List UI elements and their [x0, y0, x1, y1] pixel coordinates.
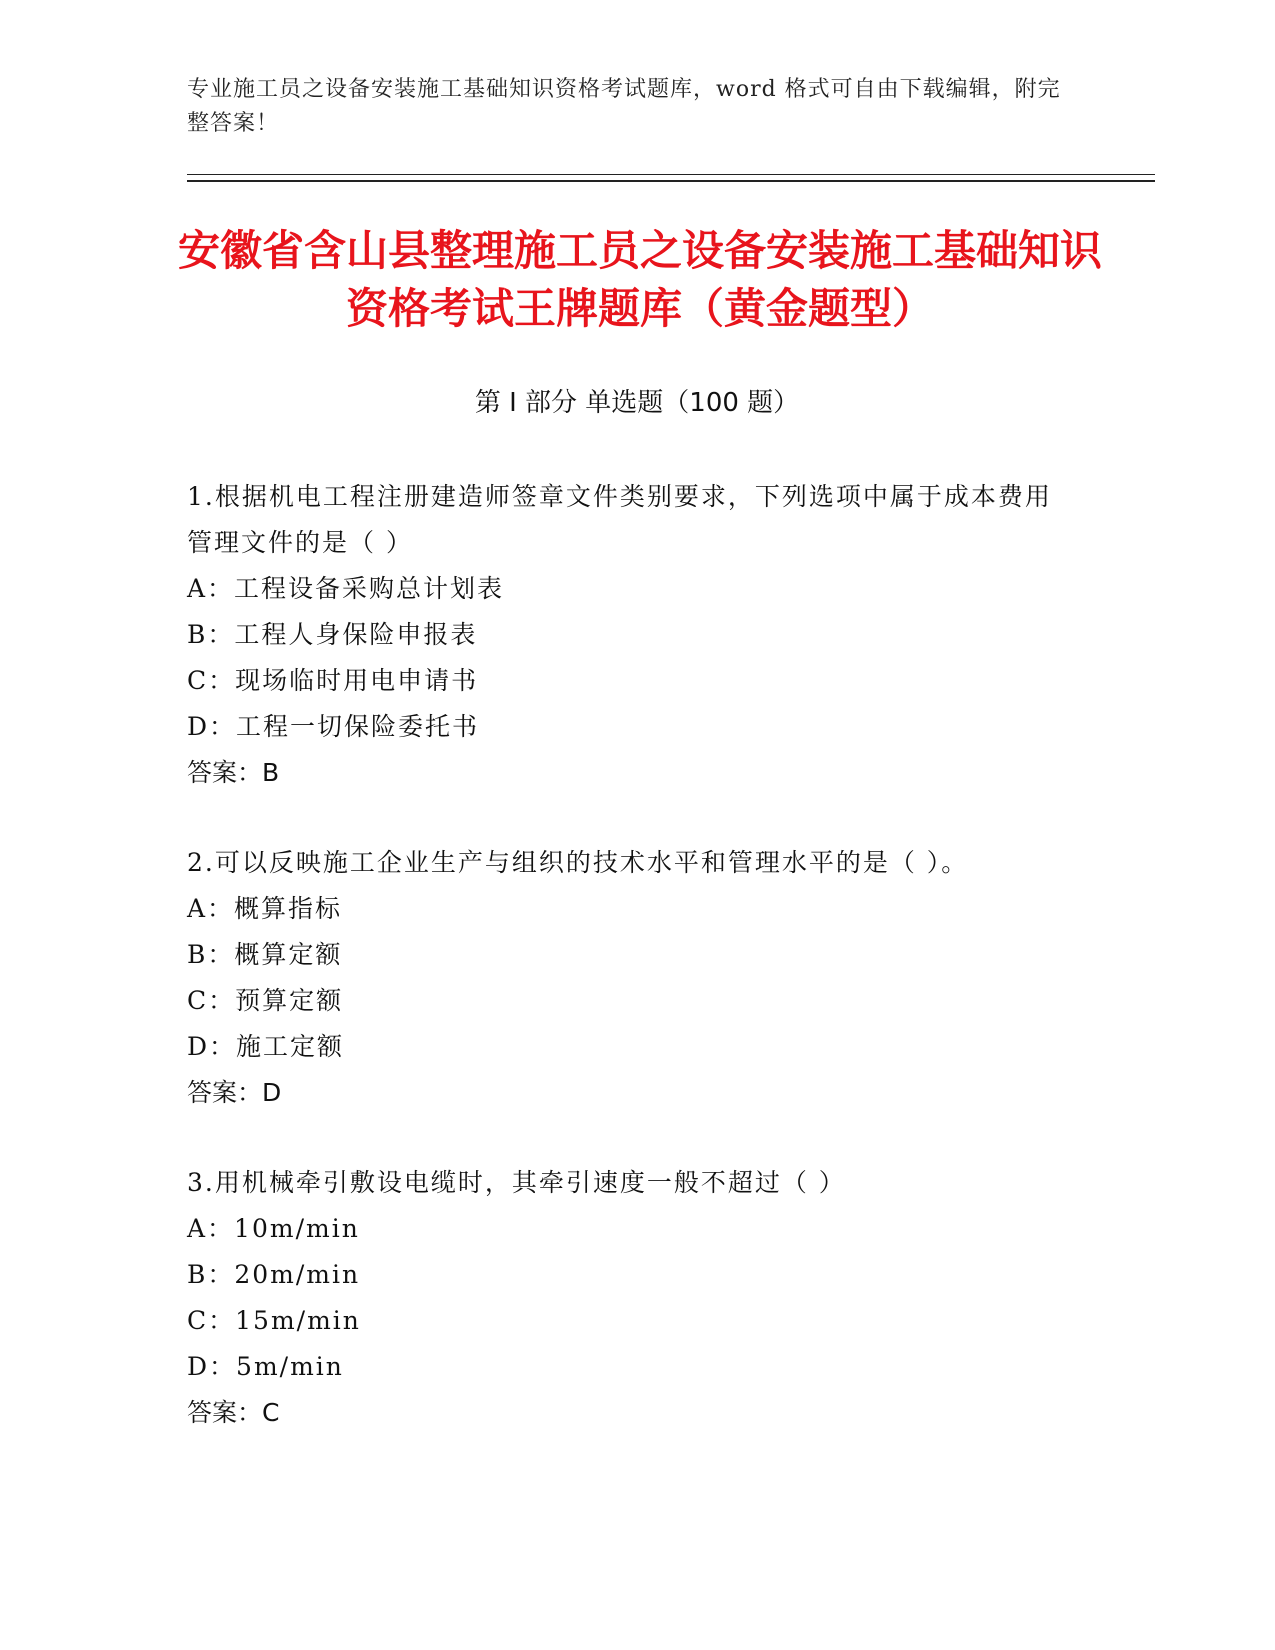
- question-1: [187, 474, 1067, 796]
- document-title: 安徽省含山县整理施工员之设备安装施工基础知识资格考试王牌题库（黄金题型）: [177, 226, 1102, 333]
- option-d: D：施工定额: [187, 1032, 345, 1061]
- option-c: C：现场临时用电申请书: [187, 666, 479, 695]
- option-d: D：工程一切保险委托书: [187, 712, 480, 741]
- option-d: D：5m/min: [187, 1352, 344, 1381]
- question-stem: 2.可以反映施工企业生产与组织的技术水平和管理水平的是（ ）。: [187, 848, 969, 877]
- answer: 答案：B: [187, 758, 280, 787]
- section-title: 第 I 部分 单选题（100 题）: [474, 388, 800, 418]
- question-stem: 3.用机械牵引敷设电缆时，其牵引速度一般不超过（ ）: [187, 1168, 846, 1197]
- question-2: [187, 840, 1067, 1116]
- header-note: 专业施工员之设备安装施工基础知识资格考试题库，word 格式可自由下载编辑，附完整答案！: [187, 77, 1061, 136]
- option-b: B：概算定额: [187, 940, 343, 969]
- option-a: A：10m/min: [187, 1214, 360, 1243]
- option-c: C：预算定额: [187, 986, 344, 1015]
- answer: 答案：D: [187, 1078, 282, 1107]
- option-b: B：工程人身保险申报表: [187, 620, 478, 649]
- option-a: A：概算指标: [187, 894, 343, 923]
- header-divider-thick: [187, 180, 1155, 182]
- question-stem: 1.根据机电工程注册建造师签章文件类别要求，下列选项中属于成本费用管理文件的是（ ）: [187, 482, 1052, 557]
- question-list: [187, 474, 1067, 1480]
- question-3: [187, 1160, 1067, 1436]
- option-c: C：15m/min: [187, 1306, 361, 1335]
- answer: 答案：C: [187, 1398, 280, 1427]
- option-a: A：工程设备采购总计划表: [187, 574, 505, 603]
- option-b: B：20m/min: [187, 1260, 361, 1289]
- header-divider-thin: [187, 174, 1155, 175]
